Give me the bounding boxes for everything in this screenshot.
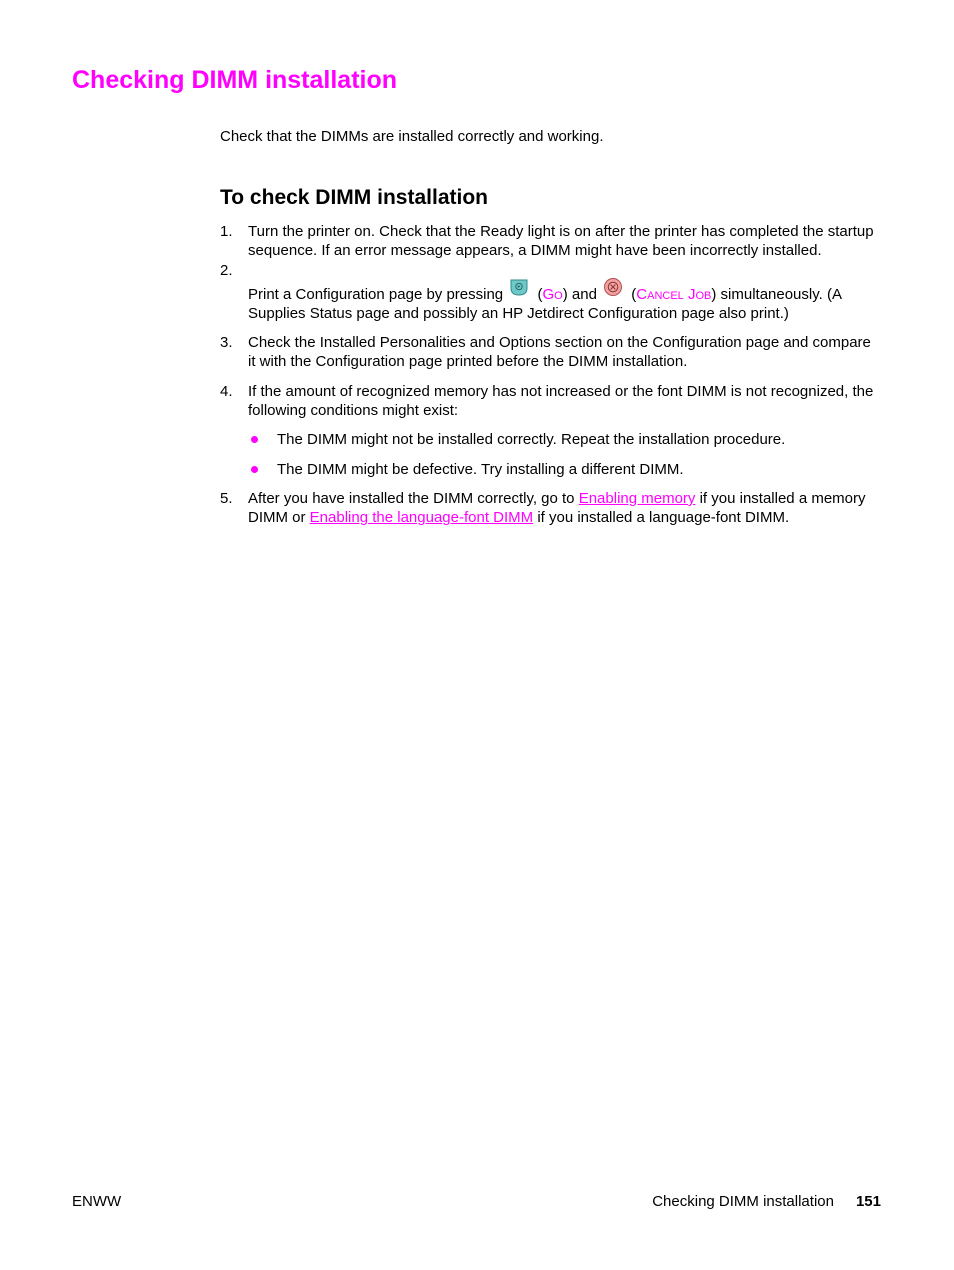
step-text: If the amount of recognized memory has not increased or the font DIMM is not recognized, the following conditions might exist: [248,382,874,420]
bullet-icon [251,436,258,443]
cancel-paren: ( [631,285,637,303]
enabling-memory-link[interactable]: Enabling memory [578,489,696,507]
step-text-mid: if you installed a memory DIMM or [248,489,866,527]
step-3 [220,333,880,372]
step-1 [220,222,880,261]
footer-left: ENWW [72,1193,122,1210]
page-number: 151 [855,1193,881,1210]
conditions-list [248,430,880,479]
enabling-language-font-dimm-link[interactable]: Enabling the language-font DIMM [309,509,534,527]
cancel-job-button-icon [603,277,623,297]
section-heading: To check DIMM installation [220,186,488,209]
go-paren: ( [537,285,543,303]
step-number: 5. [220,489,233,507]
step-number: 1. [220,223,233,240]
and-text: ) and [562,285,597,303]
step-number: 3. [220,334,233,352]
step-5 [220,489,880,528]
step-2 [220,261,880,324]
steps-list [220,222,880,538]
step-text-post: ) simultaneously. (A Supplies Status page and possibly an HP Jetdirect Configuration page also print.) [248,285,842,322]
go-label: Go [542,285,563,303]
step-text: Check the Installed Personalities and Options section on the Configuration page and compare it with the Configuration page printed before the DIMM installation. [248,334,871,371]
step-4 [220,382,880,479]
step-text: After you have installed the DIMM correctly, go to [248,489,575,507]
step-text-post: if you installed a language-font DIMM. [537,509,790,527]
cancel-job-label: Cancel Job [636,285,712,303]
list-item [248,460,880,479]
list-item-text: The DIMM might be defective. Try installing a different DIMM. [277,460,684,478]
step-text: Turn the printer on. Check that the Ready light is on after the printer has completed the startup sequence. If an error message appears, a DIMM might have been incorrectly installed. [248,223,874,260]
footer-section-title: Checking DIMM installation [652,1193,834,1210]
list-item-text: The DIMM might not be installed correctly. Repeat the installation procedure. [277,431,786,449]
bullet-icon [251,466,258,473]
footer-right [652,1192,881,1211]
intro-text: Check that the DIMMs are installed correctly and working. [220,128,604,145]
step-number: 4. [220,382,233,400]
go-button-icon [509,277,529,297]
list-item [248,430,880,449]
step-number: 2. [220,261,233,279]
page-title: Checking DIMM installation [72,66,398,94]
step-text: Print a Configuration page by pressing [248,285,504,303]
